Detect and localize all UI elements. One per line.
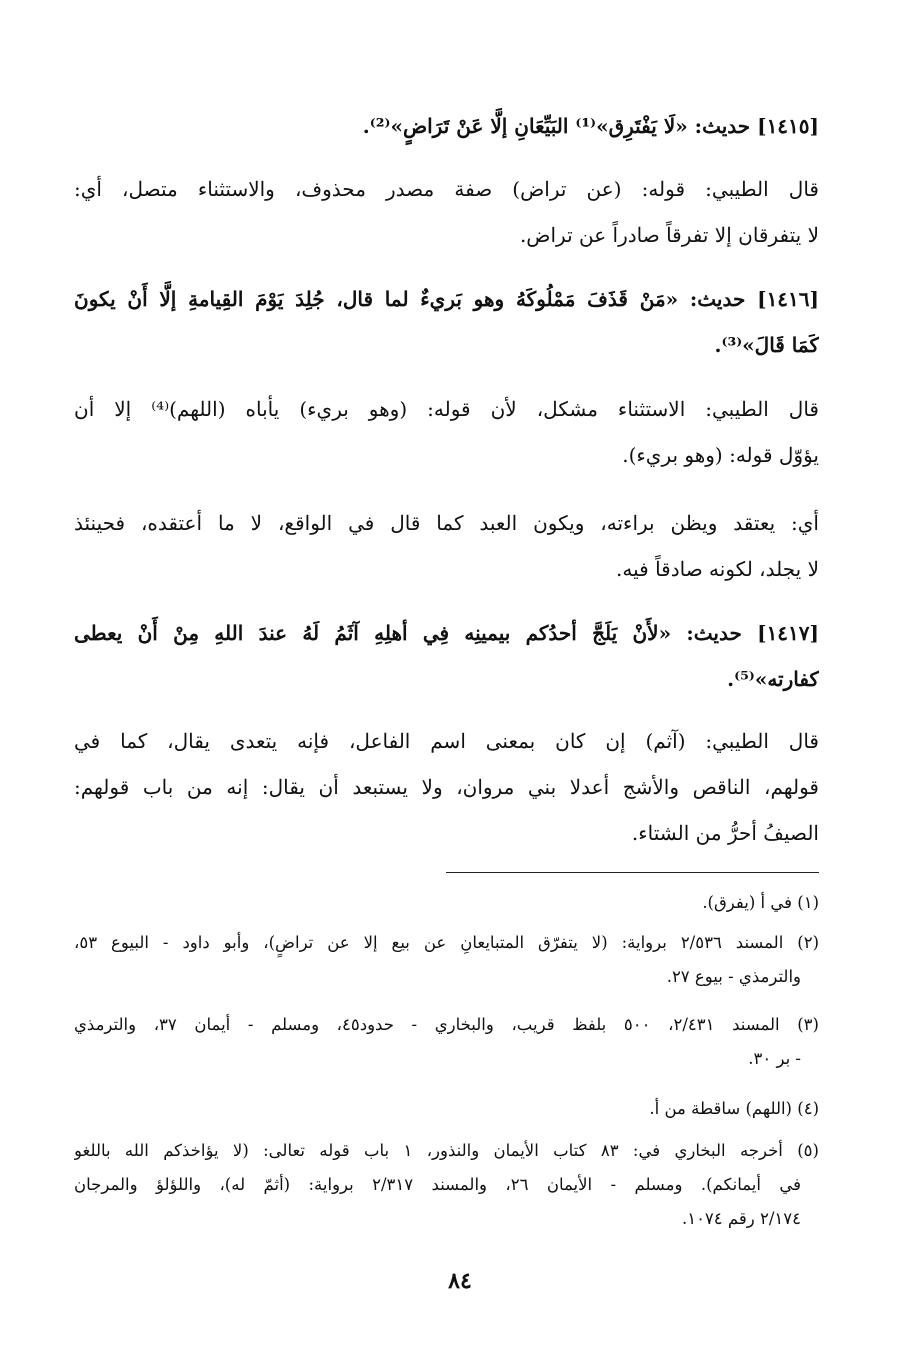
footnote-separator xyxy=(446,872,819,873)
text-line: (٢) المسند ٢/٥٣٦ برواية: (لا يتفرّق المتبايعانِ عن بيع إلا عن تراضٍ)، وأبو داود - البيوع ٥٣، xyxy=(74,933,819,952)
text-line: ٢/١٧٤ رقم ١٠٧٤. xyxy=(681,1209,801,1228)
footnote-1 xyxy=(74,886,819,920)
text-line: [١٤١٦] حديث: «مَنْ قَذَفَ مَمْلُوكَهُ وهو بَريءٌ لما قال، جُلِدَ يَوْمَ القِيامةِ إلَّا أَنْ يكونَ xyxy=(74,287,819,311)
text-line: يؤوّل قوله: (وهو بريء). xyxy=(622,443,819,467)
footnote-4 xyxy=(74,1092,819,1126)
commentary-1416 xyxy=(74,386,819,478)
text-line: كفارته»⁽⁵⁾. xyxy=(727,667,819,691)
text-line: والترمذي - بيوع ٢٧. xyxy=(666,967,801,986)
hadith-1415 xyxy=(74,103,819,149)
page-number: ٨٤ xyxy=(448,1268,472,1294)
text-line: قولهم، الناقص والأشج أعدلا بني مروان، ولا يستبعد أن يقال: إنه من باب قولهم: xyxy=(74,775,819,799)
commentary-1416-cont xyxy=(74,500,819,592)
text-line: في أيمانكم). ومسلم - الأيمان ٢٦، والمسند ٢/٣١٧ برواية: (أثمّ له)، واللؤلؤ والمرجان xyxy=(74,1175,801,1194)
text-line: [١٤١٧] حديث: «لأَنْ يَلَجَّ أحدُكم بيمينِه فِي أهلِهِ آثَمُ لَهُ عندَ اللهِ مِنْ أَنْ يعطى xyxy=(74,621,819,645)
text-line: قال الطيبي: قوله: (عن تراض) صفة مصدر محذوف، والاستثناء متصل، أي: xyxy=(74,177,819,201)
hadith-1416 xyxy=(74,276,819,368)
text-line: [١٤١٥] حديث: «لَا يَفْتَرِق»⁽¹⁾ البَيِّعَانِ إلَّا عَنْ تَرَاضٍ»⁽²⁾. xyxy=(362,114,819,138)
hadith-1417 xyxy=(74,610,819,702)
text-line: قال الطيبي: الاستثناء مشكل، لأن قوله: (وهو بريء) يأباه (اللهم)⁽⁴⁾ إلا أن xyxy=(74,397,819,421)
text-line: (٣) المسند ٢/٤٣١، ٥٠٠ بلفظ قريب، والبخاري - حدود٤٥، ومسلم - أيمان ٣٧، والترمذي xyxy=(74,1015,819,1034)
text-line: - بر ٣٠. xyxy=(748,1049,801,1068)
text-line: الصيفُ أحرُّ من الشتاء. xyxy=(631,821,819,845)
text-line: (٥) أخرجه البخاري في: ٨٣ كتاب الأيمان والنذور، ١ باب قوله تعالى: (لا يؤاخذكم الله باللغو xyxy=(74,1141,819,1160)
commentary-1415 xyxy=(74,166,819,258)
footnote-3 xyxy=(74,1008,819,1076)
text-line: أي: يعتقد ويظن براءته، ويكون العبد كما قال في الواقع، لا ما أعتقده، فحينئذ xyxy=(74,511,819,535)
text-line: (١) في أ (يفرق). xyxy=(702,893,819,912)
commentary-1417 xyxy=(74,718,819,856)
text-line: (٤) (اللهم) ساقطة من أ. xyxy=(649,1099,819,1118)
footnote-2 xyxy=(74,926,819,994)
footnote-5 xyxy=(74,1134,819,1236)
text-line: لا يجلد، لكونه صادقاً فيه. xyxy=(616,557,819,581)
text-line: قال الطيبي: (آثم) إن كان بمعنى اسم الفاعل، فإنه يتعدى يقال، كما في xyxy=(74,729,819,753)
text-line: لا يتفرقان إلا تفرقاً صادراً عن تراض. xyxy=(519,223,819,247)
text-line: كَمَا قَالَ»⁽³⁾. xyxy=(714,333,819,357)
